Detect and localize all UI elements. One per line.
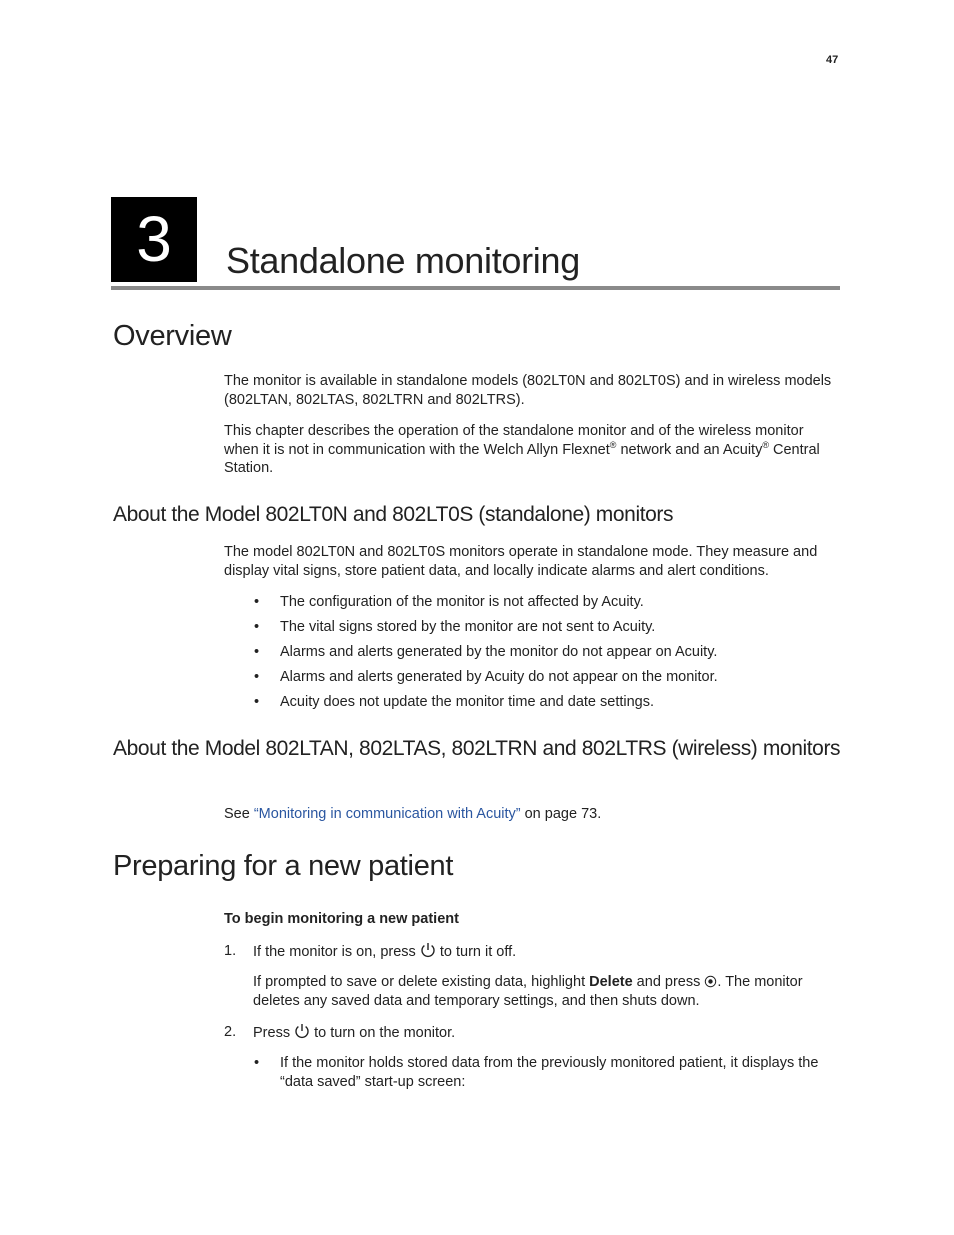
overview-p2-part-c: Central Station. (224, 441, 820, 476)
power-button-icon (420, 942, 436, 958)
step1-note-b: and press (632, 974, 705, 990)
select-button-icon (704, 975, 717, 988)
overview-p2-part-a: This chapter describes the operation of the standalone monitor and of the wireless monitor when it is not in communication with the Welch Allyn Flexnet (224, 423, 804, 458)
standalone-heading: About the Model 802LT0N and 802LT0S (standalone) monitors (113, 503, 674, 526)
bullet-dot: • (254, 1055, 260, 1071)
see-prefix: See (224, 806, 254, 822)
bullet-text: If the monitor holds stored data from the previously monitored patient, it displays the “data saved” start-up screen: (280, 1055, 819, 1090)
step-text (253, 1023, 840, 1043)
step-number: 1. (224, 943, 237, 959)
step-number: 2. (224, 1024, 237, 1040)
list-item: • The configuration of the monitor is not affected by Acuity. (254, 593, 840, 618)
list-item: • Acuity does not update the monitor time and date settings. (254, 693, 840, 718)
step-2-bullet (254, 1054, 840, 1091)
step1-text-b: to turn it off. (435, 944, 517, 960)
power-button-icon (294, 1023, 310, 1039)
overview-paragraph-2 (224, 422, 840, 478)
step-1-note (253, 973, 840, 1010)
list-item: • Alarms and alerts generated by Acuity do not appear on the monitor. (254, 668, 840, 693)
wireless-see-paragraph (224, 805, 840, 824)
chapter-rule (111, 286, 840, 290)
acuity-cross-reference-link[interactable]: “Monitoring in communication with Acuity” (253, 806, 521, 822)
step1-text-a: If the monitor is on, press (253, 944, 420, 960)
overview-paragraph-1: The monitor is available in standalone models (802LT0N and 802LT0S) and in wireless models (802LTAN, 802LTAS, 802LTRN and 802LTRS). (224, 373, 832, 408)
step2-text-b: to turn on the monitor. (310, 1025, 456, 1041)
wireless-heading: About the Model 802LTAN, 802LTAS, 802LTRN and 802LTRS (wireless) monitors (113, 737, 841, 760)
step1-note-c: . The monitor deletes any saved data and temporary settings, and then shuts down. (253, 974, 803, 1009)
see-suffix: on page 73. (520, 806, 602, 822)
delete-option-label: Delete (589, 974, 633, 990)
list-item: • The vital signs stored by the monitor are not sent to Acuity. (254, 618, 840, 643)
registered-mark: ® (762, 439, 769, 450)
preparing-heading: Preparing for a new patient (113, 850, 454, 882)
step-text (253, 942, 840, 962)
overview-p2-part-b: network and an Acuity (616, 441, 763, 458)
chapter-title: Standalone monitoring (226, 240, 580, 281)
list-item: • Alarms and alerts generated by the monitor do not appear on Acuity. (254, 643, 840, 668)
chapter-number-box: 3 (111, 197, 197, 282)
standalone-paragraph: The model 802LT0N and 802LT0S monitors operate in standalone mode. They measure and display vital signs, store patient data, and locally indicate alarms and alert conditions. (224, 544, 818, 579)
overview-heading: Overview (113, 320, 232, 352)
step2-text-a: Press (253, 1025, 295, 1041)
standalone-bullet-list (254, 593, 840, 718)
page-number: 47 (826, 54, 839, 66)
step1-note-a: If prompted to save or delete existing data, highlight (253, 974, 590, 990)
procedure-title: To begin monitoring a new patient (224, 911, 459, 927)
registered-mark: ® (609, 439, 617, 450)
